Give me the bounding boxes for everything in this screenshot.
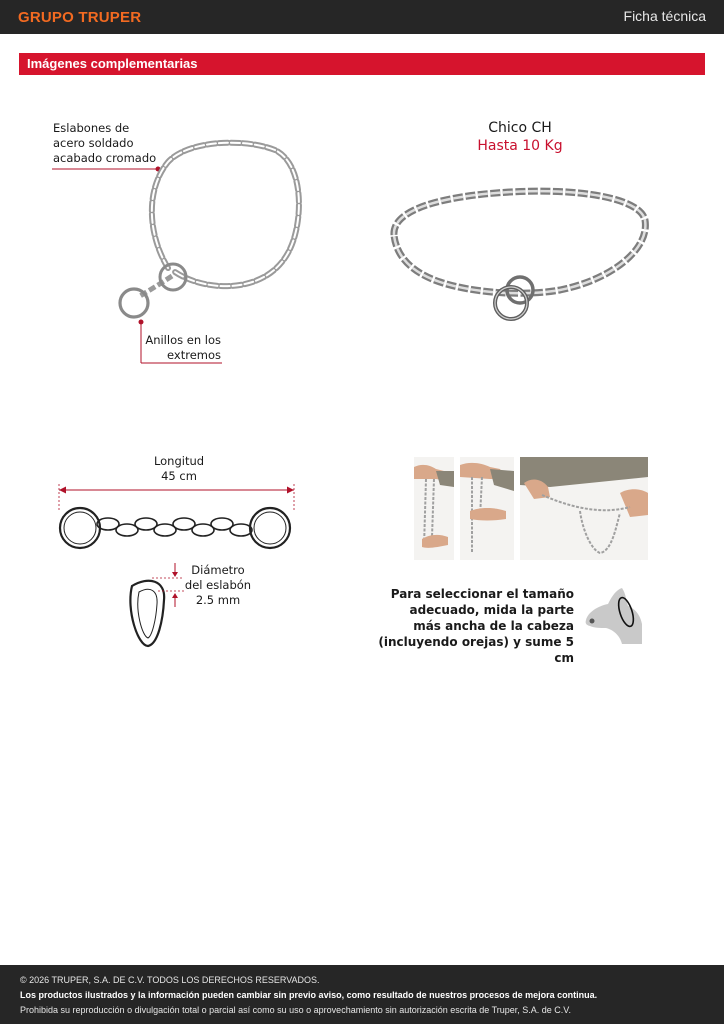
section-title: Imágenes complementarias (27, 56, 198, 71)
size-name: Chico CH (488, 120, 552, 136)
diameter-label-2: del eslabón (184, 578, 252, 592)
diameter-label-block (180, 563, 256, 608)
footer-copyright: © 2026 TRUPER, S.A. DE C.V. TODOS LOS DERECHOS RESERVADOS. (20, 975, 320, 985)
diameter-label-1: Diámetro (191, 563, 245, 577)
callout-links-line-3: acabado cromado (53, 151, 157, 165)
instruction-line-4: (incluyendo orejas) y sume 5 cm (378, 635, 574, 665)
usage-photo-1 (414, 457, 454, 560)
usage-photo-2 (460, 457, 514, 560)
instruction-line-1: Para seleccionar el tamaño (390, 587, 574, 601)
diameter-value: 2.5 mm (195, 593, 241, 607)
callout-links-line-1: Eslabones de (53, 121, 130, 135)
instruction-line-3: más ancha de la cabeza (413, 619, 574, 633)
size-capacity: Hasta 10 Kg (477, 138, 563, 154)
footer (0, 965, 724, 1024)
length-label: Longitud (153, 454, 205, 468)
length-value: 45 cm (161, 469, 197, 483)
callout-rings-line-1: Anillos en los (145, 333, 221, 347)
dog-head-icon (582, 584, 646, 646)
footer-prohibition: Prohibida su reproducción o divulgación total o parcial así como su uso o aprovechamiento sin autorización escrita de Truper, S.A. de C.V. (20, 1005, 571, 1015)
footer-notice: Los productos ilustrados y la información pueden cambiar sin previo aviso, como resultado de nuestros procesos de mejora continua. (20, 990, 598, 1000)
callout-links-line-2: acero soldado (53, 136, 134, 150)
callout-rings-line-2: extremos (167, 348, 221, 362)
doc-type-label: Ficha técnica (623, 8, 706, 24)
usage-photo-3 (520, 457, 648, 560)
instruction-line-2: adecuado, mida la parte (409, 603, 574, 617)
brand-logo: GRUPO TRUPER (18, 9, 142, 26)
sizing-instructions (360, 586, 574, 666)
